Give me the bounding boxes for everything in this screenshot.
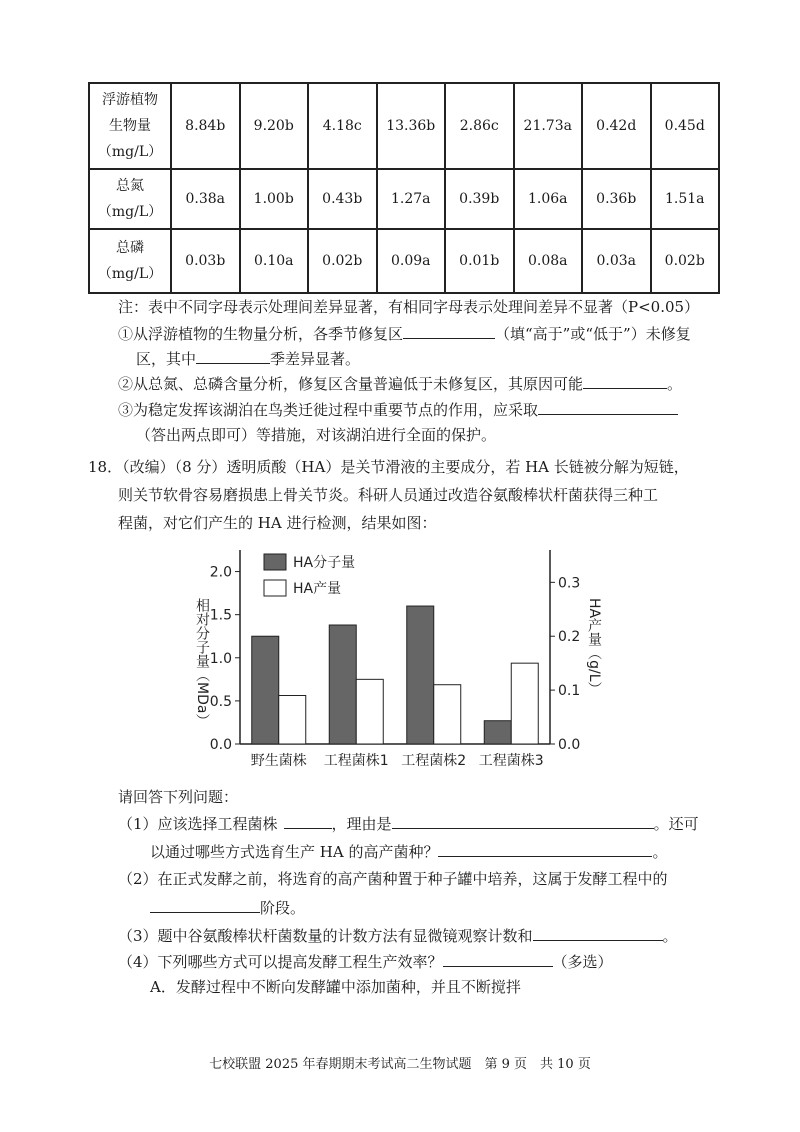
answer-blank[interactable] bbox=[438, 840, 652, 857]
table-cell: 0.38a bbox=[171, 169, 240, 229]
right-axis-title: HA产量（g/L） bbox=[586, 598, 602, 696]
right-tick-label: 0.3 bbox=[558, 575, 581, 592]
table-cell: 0.09a bbox=[377, 229, 446, 293]
table-row bbox=[89, 169, 719, 229]
table-cell: 0.42d bbox=[582, 83, 651, 169]
row-header-line: （mg/L） bbox=[97, 266, 163, 282]
right-tick-label: 0.1 bbox=[558, 683, 581, 700]
table-note: 注：表中不同字母表示处理间差异显著，有相同字母表示处理间差异不显著（P<0.05） bbox=[118, 298, 700, 316]
answer-blank[interactable] bbox=[403, 322, 495, 339]
answer-blank[interactable] bbox=[392, 812, 654, 829]
q18-part1-line2: 以通过哪些方式选育生产 HA 的高产菌种？ 。 bbox=[150, 840, 667, 863]
q17-item3-line1: ③为稳定发挥该湖泊在鸟类迁徙过程中重要节点的作用，应采取 bbox=[118, 398, 678, 421]
bar-ha-yield bbox=[356, 679, 383, 744]
bar-ha-yield bbox=[511, 663, 538, 744]
q17-item3-line2: （答出两点即可）等措施，对该湖泊进行全面的保护。 bbox=[136, 426, 497, 444]
q18-stem-line2: 则关节软骨容易磨损患上骨关节炎。科研人员通过改造谷氨酸棒状杆菌获得三种工 bbox=[118, 486, 659, 504]
table-cell: 21.73a bbox=[514, 83, 583, 169]
bar-ha-molecular-weight bbox=[329, 625, 356, 744]
table-cell: 0.39b bbox=[445, 169, 514, 229]
row-header-line: 总氮 bbox=[116, 178, 144, 194]
row-header bbox=[89, 83, 171, 169]
table-cell: 0.45d bbox=[651, 83, 720, 169]
left-axis-title: 相对分子量（MDa） bbox=[194, 598, 210, 728]
legend-swatch bbox=[264, 580, 286, 596]
table-row bbox=[89, 229, 719, 293]
right-tick-label: 0.0 bbox=[558, 737, 581, 753]
q18-option-a: A．发酵过程中不断向发酵罐中添加菌种，并且不断搅拌 bbox=[150, 978, 521, 996]
table-cell: 1.00b bbox=[240, 169, 309, 229]
answer-blank[interactable] bbox=[284, 812, 332, 829]
left-tick-label: 1.5 bbox=[209, 607, 232, 624]
legend-label: HA分子量 bbox=[293, 555, 356, 571]
table-cell: 2.86c bbox=[445, 83, 514, 169]
table-cell: 0.43b bbox=[308, 169, 377, 229]
legend-swatch bbox=[264, 554, 286, 570]
ha-bar-chart bbox=[180, 538, 620, 778]
table-cell: 0.08a bbox=[514, 229, 583, 293]
row-header-line: （mg/L） bbox=[97, 144, 163, 160]
q18-stem-line1: 18．（改编）（8 分）透明质酸（HA）是关节滑液的主要成分，若 HA 长链被分解为短链， bbox=[88, 458, 689, 476]
q18-part2-line2: 阶段。 bbox=[150, 896, 305, 919]
answer-blank[interactable] bbox=[583, 372, 667, 389]
table-cell: 8.84b bbox=[171, 83, 240, 169]
data-table bbox=[88, 82, 720, 294]
row-header bbox=[89, 229, 171, 293]
q18-part4: （4）下列哪些方式可以提高发酵工程生产效率？ （多选） bbox=[118, 950, 613, 973]
answer-blank[interactable] bbox=[443, 950, 553, 967]
row-header-line: 总磷 bbox=[116, 240, 144, 256]
q18-prompt: 请回答下列问题： bbox=[118, 788, 239, 806]
answer-blank[interactable] bbox=[538, 398, 678, 415]
category-label: 野生菌株 bbox=[250, 753, 307, 769]
left-tick-label: 2.0 bbox=[209, 564, 232, 581]
page-footer: 七校联盟 2025 年春期期末考试高二生物试题 第 9 页 共 10 页 bbox=[209, 1057, 591, 1072]
table-cell: 0.02b bbox=[651, 229, 720, 293]
q17-item2: ②从总氮、总磷含量分析，修复区含量普遍低于未修复区，其原因可能 。 bbox=[118, 372, 682, 395]
table-cell: 13.36b bbox=[377, 83, 446, 169]
category-label: 工程菌株1 bbox=[323, 753, 389, 769]
bar-ha-yield bbox=[279, 696, 306, 745]
answer-blank[interactable] bbox=[196, 347, 270, 364]
legend-label: HA产量 bbox=[293, 581, 342, 597]
q18-part2-line1: （2）在正式发酵之前，将选育的高产菌种置于种子罐中培养，这属于发酵工程中的 bbox=[118, 870, 668, 888]
table-row bbox=[89, 83, 719, 169]
category-label: 工程菌株3 bbox=[478, 753, 544, 769]
left-tick-label: 0.5 bbox=[209, 693, 232, 710]
category-label: 工程菌株2 bbox=[401, 753, 467, 769]
q18-stem-line3: 程菌，对它们产生的 HA 进行检测，结果如图： bbox=[118, 514, 437, 532]
table-cell: 1.06a bbox=[514, 169, 583, 229]
answer-blank[interactable] bbox=[150, 896, 260, 913]
q17-item1-line2: 区，其中 季差异显著。 bbox=[136, 347, 360, 370]
left-tick-label: 0.0 bbox=[209, 737, 232, 753]
bar-ha-molecular-weight bbox=[484, 721, 511, 744]
table-cell: 0.03a bbox=[582, 229, 651, 293]
row-header bbox=[89, 169, 171, 229]
right-tick-label: 0.2 bbox=[558, 629, 581, 646]
q18-part3: （3）题中谷氨酸棒状杆菌数量的计数方法有显微镜观察计数和 。 bbox=[118, 924, 678, 947]
table-cell: 1.27a bbox=[377, 169, 446, 229]
bar-ha-molecular-weight bbox=[252, 636, 279, 744]
table-cell: 0.01b bbox=[445, 229, 514, 293]
bar-ha-molecular-weight bbox=[407, 606, 434, 744]
table-cell: 0.36b bbox=[582, 169, 651, 229]
row-header-line: 浮游植物 bbox=[102, 92, 158, 108]
table-cell: 9.20b bbox=[240, 83, 309, 169]
table-cell: 1.51a bbox=[651, 169, 720, 229]
table-cell: 4.18c bbox=[308, 83, 377, 169]
left-tick-label: 1.0 bbox=[209, 650, 232, 667]
table-cell: 0.10a bbox=[240, 229, 309, 293]
row-header-line: 生物量 bbox=[109, 118, 151, 134]
answer-blank[interactable] bbox=[533, 924, 663, 941]
q18-part1-line1: （1）应该选择工程菌株 ，理由是 。还可 bbox=[118, 812, 699, 835]
bar-ha-yield bbox=[434, 685, 461, 744]
q17-item1-line1: ①从浮游植物的生物量分析，各季节修复区 （填“高于”或“低于”）未修复 bbox=[118, 322, 691, 345]
table-cell: 0.02b bbox=[308, 229, 377, 293]
table-cell: 0.03b bbox=[171, 229, 240, 293]
row-header-line: （mg/L） bbox=[97, 204, 163, 220]
